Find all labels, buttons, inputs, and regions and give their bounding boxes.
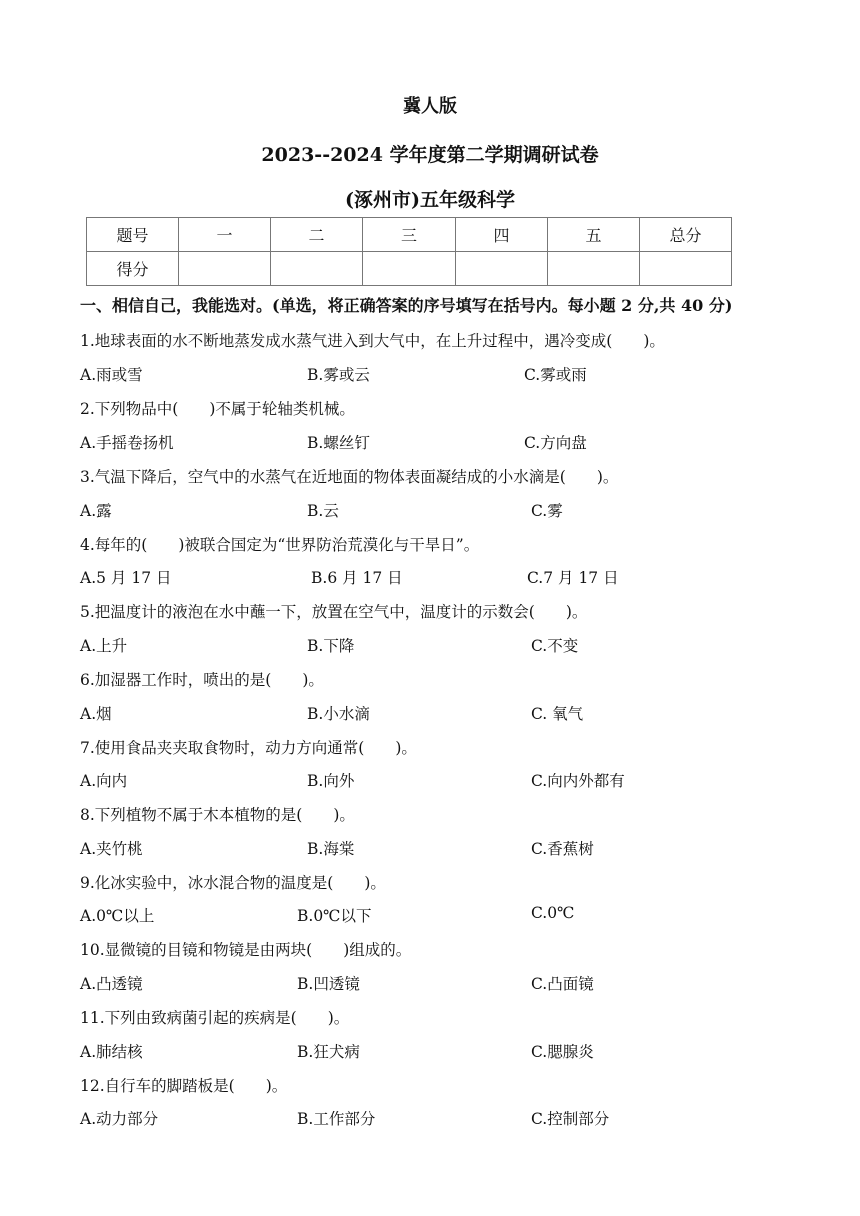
score-input-cell[interactable]	[548, 252, 640, 286]
option-a: A.凸透镜	[80, 975, 143, 993]
question-text: 1.地球表面的水不断地蒸发成水蒸气进入到大气中，在上升过程中，遇冷变成( )。	[80, 332, 665, 350]
option-a: A.手摇卷扬机	[80, 434, 174, 452]
question-text: 7.使用食品夹夹取食物时，动力方向通常( )。	[80, 739, 417, 757]
table-cell: 四	[456, 218, 548, 252]
option-b: B.狂犬病	[297, 1043, 360, 1061]
table-cell: 二	[271, 218, 363, 252]
table-cell: 五	[548, 218, 640, 252]
option-c: C.向内外都有	[531, 772, 625, 790]
score-input-cell[interactable]	[179, 252, 271, 286]
table-cell: 一	[179, 218, 271, 252]
score-input-cell[interactable]	[271, 252, 363, 286]
question-text: 9.化冰实验中，冰水混合物的温度是( )。	[80, 874, 386, 892]
option-c: C.方向盘	[524, 434, 587, 452]
score-table-header-row	[87, 218, 732, 252]
table-cell: 总分	[640, 218, 732, 252]
score-input-cell[interactable]	[640, 252, 732, 286]
option-c: C. 氧气	[531, 705, 584, 723]
option-c: C.雾	[531, 502, 563, 520]
question-text: 4.每年的( )被联合国定为“世界防治荒漠化与干旱日”。	[80, 536, 480, 554]
exam-title: 2023--2024 学年度第二学期调研试卷	[261, 144, 599, 166]
option-c: C.香蕉树	[531, 840, 594, 858]
option-a: A.动力部分	[80, 1110, 159, 1128]
section-1-heading: 一、相信自己，我能选对。(单选，将正确答案的序号填写在括号内。每小题 2 分,共 40 分)	[80, 296, 733, 315]
option-b: B.工作部分	[297, 1110, 376, 1128]
option-a: A.烟	[80, 705, 112, 723]
option-c: C.雾或雨	[524, 366, 587, 384]
option-a: A.雨或雪	[80, 366, 143, 384]
option-b: B.海棠	[307, 840, 355, 858]
question-text: 5.把温度计的液泡在水中蘸一下，放置在空气中，温度计的示数会( )。	[80, 603, 588, 621]
option-b: B.0℃以下	[297, 907, 372, 925]
publisher-label: 冀人版	[403, 96, 457, 117]
score-table	[86, 217, 732, 286]
table-cell: 得分	[87, 252, 179, 286]
question-text: 3.气温下降后，空气中的水蒸气在近地面的物体表面凝结成的小水滴是( )。	[80, 468, 619, 486]
score-input-cell[interactable]	[456, 252, 548, 286]
option-a: A.5 月 17 日	[80, 569, 172, 587]
option-b: B.下降	[307, 637, 355, 655]
table-cell: 三	[363, 218, 456, 252]
score-input-cell[interactable]	[363, 252, 456, 286]
option-a: A.上升	[80, 637, 128, 655]
option-a: A.夹竹桃	[80, 840, 143, 858]
option-a: A.露	[80, 502, 112, 520]
table-cell: 题号	[87, 218, 179, 252]
option-c: C.控制部分	[531, 1110, 610, 1128]
question-text: 8.下列植物不属于木本植物的是( )。	[80, 806, 355, 824]
option-a: A.向内	[80, 772, 128, 790]
option-b: B.雾或云	[307, 366, 370, 384]
option-b: B.凹透镜	[297, 975, 360, 993]
exam-subtitle: (涿州市)五年级科学	[345, 189, 515, 211]
question-text: 2.下列物品中( )不属于轮轴类机械。	[80, 400, 355, 418]
option-b: B.小水滴	[307, 705, 370, 723]
option-b: B.6 月 17 日	[311, 569, 403, 587]
score-table-score-row	[87, 252, 732, 286]
option-b: B.螺丝钉	[307, 434, 370, 452]
option-a: A.0℃以上	[80, 907, 155, 925]
question-text: 10.显微镜的目镜和物镜是由两块( )组成的。	[80, 941, 412, 959]
option-b: B.云	[307, 502, 339, 520]
option-c: C.腮腺炎	[531, 1043, 594, 1061]
option-a: A.肺结核	[80, 1043, 143, 1061]
option-c: C.0℃	[531, 904, 575, 922]
option-c: C.不变	[531, 637, 579, 655]
question-text: 12.自行车的脚踏板是( )。	[80, 1077, 288, 1095]
option-c: C.7 月 17 日	[527, 569, 619, 587]
option-b: B.向外	[307, 772, 355, 790]
question-text: 6.加湿器工作时，喷出的是( )。	[80, 671, 324, 689]
option-c: C.凸面镜	[531, 975, 594, 993]
question-text: 11.下列由致病菌引起的疾病是( )。	[80, 1009, 350, 1027]
